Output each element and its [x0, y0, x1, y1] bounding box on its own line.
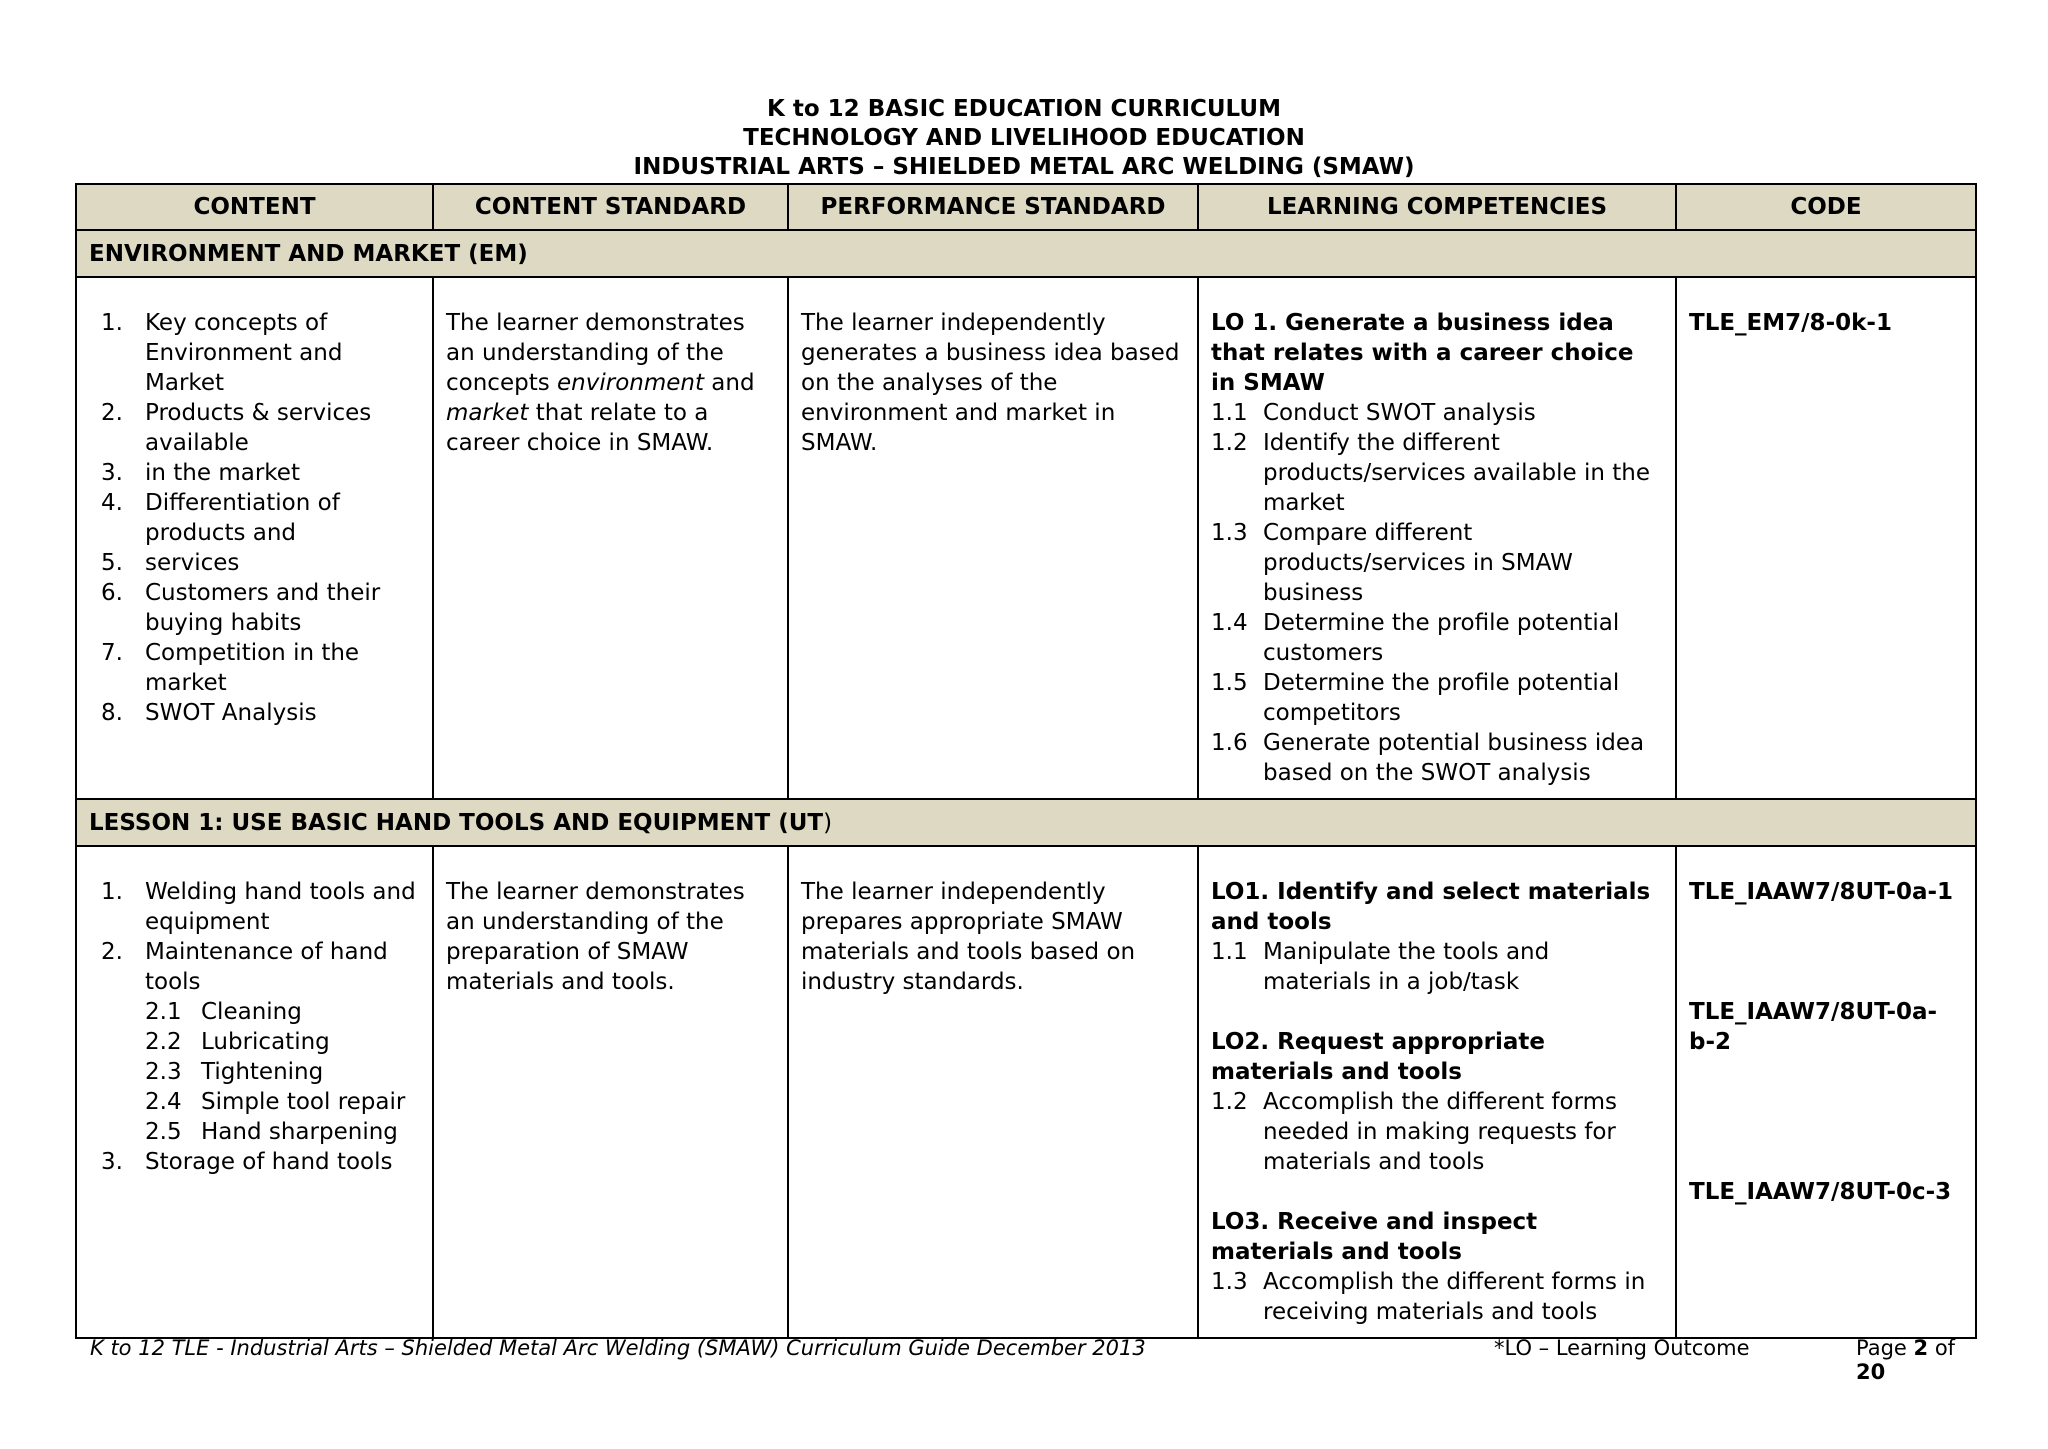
- content-cell: [76, 846, 433, 1338]
- content-list: [89, 308, 420, 728]
- code-value: TLE_IAAW7/8UT-0c-3: [1689, 1179, 1952, 1205]
- list-item: 1.2 Accomplish the different forms needed in making requests for materials and tools: [1211, 1089, 1618, 1175]
- list-item: 1.3 Compare different products/services in SMAW business: [1211, 520, 1573, 606]
- content-standard-cell: The learner demonstrates an understanding of the preparation of SMAW materials and tools.: [433, 846, 788, 1338]
- list-item: 2.1 Cleaning: [145, 999, 302, 1025]
- list-item: 2. Maintenance of hand tools: [101, 939, 388, 995]
- list-item: 5. services: [101, 550, 240, 576]
- list-item: 1.2 Identify the different products/services available in the market: [1211, 430, 1651, 516]
- header-line-1: K to 12 BASIC EDUCATION CURRICULUM: [767, 96, 1281, 122]
- list-item: 1.1 Conduct SWOT analysis: [1211, 400, 1536, 426]
- performance-standard-cell: The learner independently prepares appropriate SMAW materials and tools based on industry standards.: [788, 846, 1198, 1338]
- list-item: 7. Competition in the market: [101, 640, 360, 696]
- table-row: [76, 846, 1976, 1338]
- code-cell: [1676, 846, 1976, 1338]
- list-item: 2.5 Hand sharpening: [145, 1119, 398, 1145]
- code-value: TLE_IAAW7/8UT-0a-b-2: [1689, 999, 1938, 1055]
- footer-guide-title: K to 12 TLE - Industrial Arts – Shielded Metal Arc Welding (SMAW) Curriculum Guide December 2013: [90, 1336, 1146, 1360]
- lo-title: LO 1. Generate a business idea that relates with a career choice in SMAW: [1211, 310, 1634, 396]
- list-item: 1.3 Accomplish the different forms in receiving materials and tools: [1211, 1269, 1646, 1325]
- code-value: TLE_IAAW7/8UT-0a-1: [1689, 879, 1954, 905]
- col-header-content: CONTENT: [76, 184, 433, 230]
- list-item: 2.3 Tightening: [145, 1059, 324, 1085]
- content-list: [89, 877, 420, 997]
- list-item: 8. SWOT Analysis: [101, 700, 317, 726]
- table-row: [76, 277, 1976, 799]
- header-line-3: INDUSTRIAL ARTS – SHIELDED METAL ARC WELDING (SMAW): [633, 154, 1415, 180]
- page-footer: [90, 1336, 1990, 1384]
- lo-title: LO2. Request appropriate materials and tools: [1211, 1029, 1545, 1085]
- list-item: 1. Key concepts of Environment and Market: [101, 310, 343, 396]
- performance-standard-cell: The learner independently generates a business idea based on the analyses of the environment and market in SMAW.: [788, 277, 1198, 799]
- list-item: 2.2 Lubricating: [145, 1029, 330, 1055]
- list-item: 2. Products & services available: [101, 400, 372, 456]
- list-item: 1.4 Determine the profile potential customers: [1211, 610, 1620, 666]
- section-row-em: [76, 230, 1976, 277]
- document-header: [0, 95, 2048, 182]
- col-header-performance-standard: PERFORMANCE STANDARD: [788, 184, 1198, 230]
- footer-lo-note: *LO – Learning Outcome: [1494, 1336, 1750, 1360]
- lo-title: LO3. Receive and inspect materials and tools: [1211, 1209, 1538, 1265]
- col-header-learning-competencies: LEARNING COMPETENCIES: [1198, 184, 1676, 230]
- lo-title: LO1. Identify and select materials and tools: [1211, 879, 1651, 935]
- list-item: 1.6 Generate potential business idea based on the SWOT analysis: [1211, 730, 1645, 786]
- content-sublist: [89, 997, 420, 1147]
- list-item: 2.4 Simple tool repair: [145, 1089, 406, 1115]
- content-standard-cell: The learner demonstrates an understanding of the concepts environment and market that relate to a career choice in SMAW.: [433, 277, 788, 799]
- table-header-row: [76, 184, 1976, 230]
- curriculum-table: [75, 183, 1977, 1339]
- list-item: 1.1 Manipulate the tools and materials in a job/task: [1211, 939, 1550, 995]
- list-item: 1.5 Determine the profile potential competitors: [1211, 670, 1620, 726]
- section-title-em: ENVIRONMENT AND MARKET (EM): [76, 230, 1976, 277]
- section-row-ut: [76, 799, 1976, 846]
- col-header-code: CODE: [1676, 184, 1976, 230]
- section-title-ut: LESSON 1: USE BASIC HAND TOOLS AND EQUIPMENT (UT): [76, 799, 1976, 846]
- learning-competencies-cell: [1198, 846, 1676, 1338]
- list-item: 1. Welding hand tools and equipment: [101, 879, 416, 935]
- list-item: 6. Customers and their buying habits: [101, 580, 381, 636]
- content-cell: [76, 277, 433, 799]
- header-line-2: TECHNOLOGY AND LIVELIHOOD EDUCATION: [743, 125, 1305, 151]
- page-number: Page 2 of 20: [1856, 1336, 1956, 1384]
- learning-competencies-cell: [1198, 277, 1676, 799]
- list-item: 4. Differentiation of products and: [101, 490, 340, 546]
- col-header-content-standard: CONTENT STANDARD: [433, 184, 788, 230]
- list-item: 3. in the market: [101, 460, 300, 486]
- list-item: 3. Storage of hand tools: [101, 1149, 393, 1175]
- content-list: [89, 1147, 420, 1177]
- code-cell: TLE_EM7/8-0k-1: [1676, 277, 1976, 799]
